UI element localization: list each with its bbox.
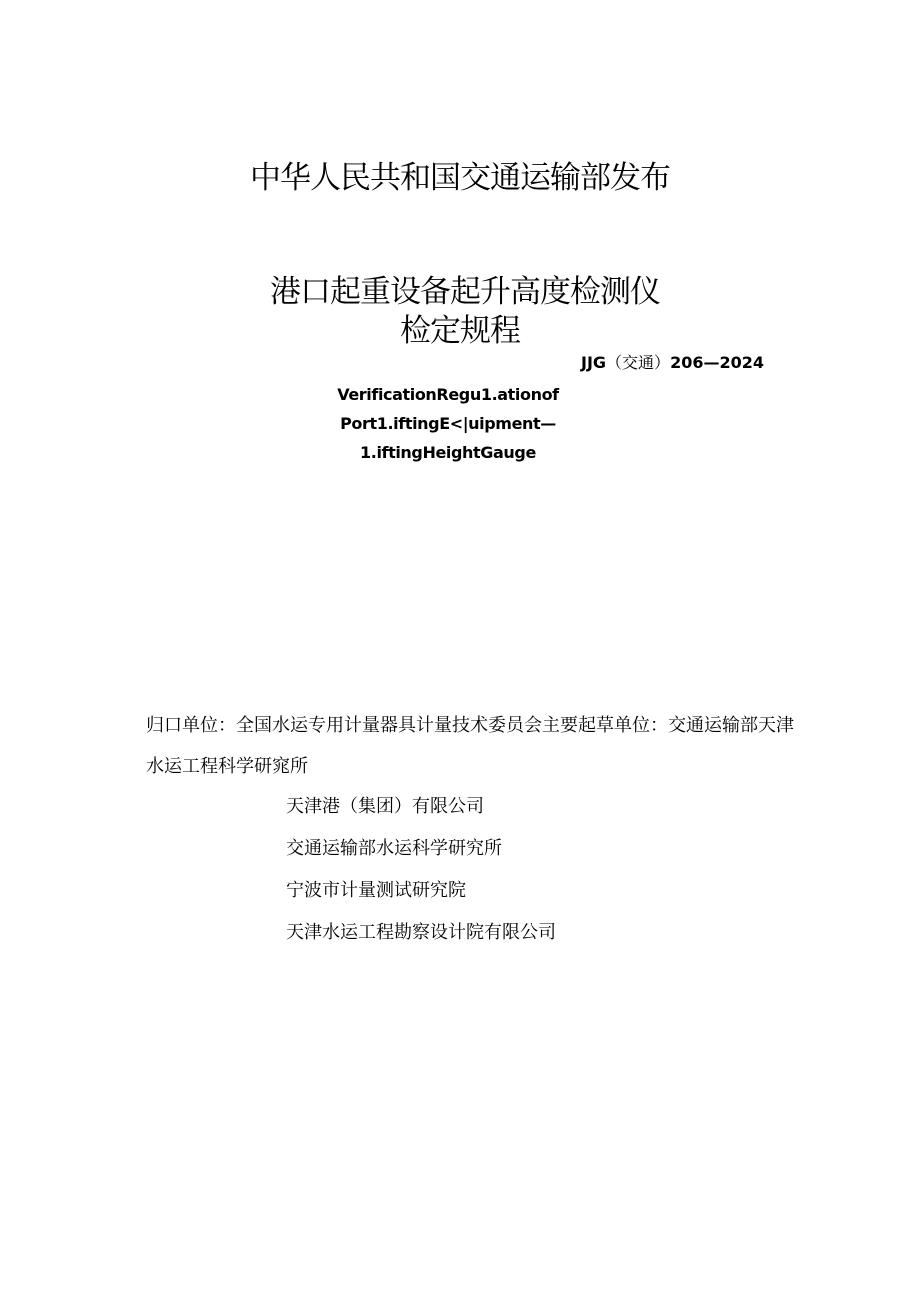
drafting-unit: 天津水运工程勘察设计院有限公司	[286, 922, 556, 943]
drafting-units-list	[286, 786, 556, 954]
english-title-line-2: Port1.iftingE<|uipment—	[340, 414, 556, 433]
drafting-unit: 天津港（集团）有限公司	[286, 796, 484, 817]
standard-code	[581, 351, 764, 375]
english-title	[0, 380, 920, 467]
document-title-line-2: 检定规程	[400, 313, 520, 349]
drafting-unit: 宁波市计量测试研究院	[286, 880, 466, 901]
drafting-unit: 交通运输部水运科学研究所	[286, 838, 502, 859]
english-title-line-3: 1.iftingHeightGauge	[360, 443, 536, 462]
standard-code-number: 206—2024	[670, 353, 764, 372]
english-title-line-1: VerificationRegu1.ationof	[337, 385, 559, 404]
standard-code-prefix: JJG	[581, 353, 607, 372]
authority-paragraph: 归口单位：全国水运专用计量器具计量技术委员会主要起草单位：交通运输部天津水运工程科学研窕所	[146, 715, 794, 777]
standard-code-dept: （交通）	[606, 353, 671, 372]
publisher-line: 中华人民共和国交通运输部发布	[250, 160, 670, 196]
document-title-line-1: 港口起重设备起升高度检测仪	[270, 274, 660, 310]
